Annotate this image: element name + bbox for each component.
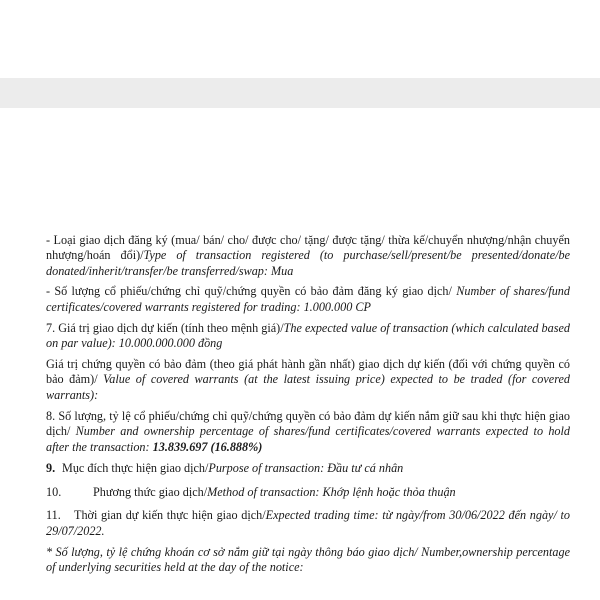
trading-time-value: Expected trading time: từ ngày/from 30/06/2022 đến ngày/ to 29/07/2022.	[46, 508, 570, 538]
underlying-securities-text: * Số lượng, tỷ lệ chứng khoán cơ sở nắm giữ tại ngày thông báo giao dịch/ Number,ownership percentage of underlying securities held at the day of the notice:	[46, 544, 570, 575]
registered-quantity-value: Number of shares/fund certificates/covered warrants registered for trading: 1.000.000 CP	[46, 284, 570, 314]
purpose-label: Mục đích thực hiện giao dịch/	[62, 461, 209, 476]
underlying-securities-note	[46, 545, 570, 576]
expected-value-paragraph	[46, 321, 570, 352]
method-paragraph	[46, 485, 570, 500]
registered-quantity-paragraph	[46, 284, 570, 315]
scan-header-band	[0, 78, 600, 108]
holding-after-text: Number and ownership percentage of shares/fund certificates/covered warrants expected to hold after the transaction:	[46, 424, 570, 454]
transaction-type-paragraph	[46, 233, 570, 279]
expected-value-value: The expected value of transaction (which calculated based on par value): 10.000.000.000 đồng	[46, 321, 570, 351]
registered-quantity-label: - Số lượng cổ phiếu/chứng chỉ quỹ/chứng quyền có bảo đảm đăng ký giao dịch/	[46, 284, 452, 299]
holding-after-label: 8. Số lượng, tỷ lệ cổ phiếu/chứng chỉ quỹ/chứng quyền có bảo đảm dự kiến nắm giữ sau khi thực hiện giao dịch/	[46, 409, 570, 439]
trading-time-paragraph	[46, 508, 570, 539]
trading-time-label: Thời gian dự kiến thực hiện giao dịch/	[74, 508, 266, 523]
holding-after-value: 13.839.697 (16.888%)	[152, 439, 263, 454]
transaction-type-value: Type of transaction registered (to purchase/sell/present/be presented/donate/be donated/inherit/transfer/be transferred/swap: Mua	[46, 248, 570, 278]
covered-warrant-value-paragraph	[46, 357, 570, 403]
method-number: 10.	[46, 484, 62, 499]
method-label: Phương thức giao dịch/	[93, 484, 208, 499]
expected-value-label: 7. Giá trị giao dịch dự kiến (tính theo mệnh giá)/	[46, 321, 284, 336]
document-body	[46, 233, 570, 582]
holding-after-paragraph	[46, 409, 570, 455]
transaction-type-label: - Loại giao dịch đăng ký (mua/ bán/ cho/ được cho/ tặng/ được tặng/ thừa kế/chuyển nhượng/nhận chuyển nhượng/hoán đổi)/	[46, 233, 570, 263]
covered-warrant-value-text: Value of covered warrants (at the latest issuing price) expected to be traded (for covered warrants):	[46, 372, 570, 402]
purpose-value: Purpose of transaction: Đầu tư cá nhân	[208, 461, 404, 476]
covered-warrant-value-label: Giá trị chứng quyền có bảo đảm (theo giá phát hành gần nhất) giao dịch dự kiến (đối với chứng quyền có bảo đảm)/	[46, 356, 570, 387]
trading-time-number: 11.	[46, 508, 61, 523]
method-value: Method of transaction: Khớp lệnh hoặc thỏa thuận	[207, 484, 456, 499]
purpose-paragraph	[46, 461, 570, 476]
purpose-number: 9.	[46, 461, 56, 476]
